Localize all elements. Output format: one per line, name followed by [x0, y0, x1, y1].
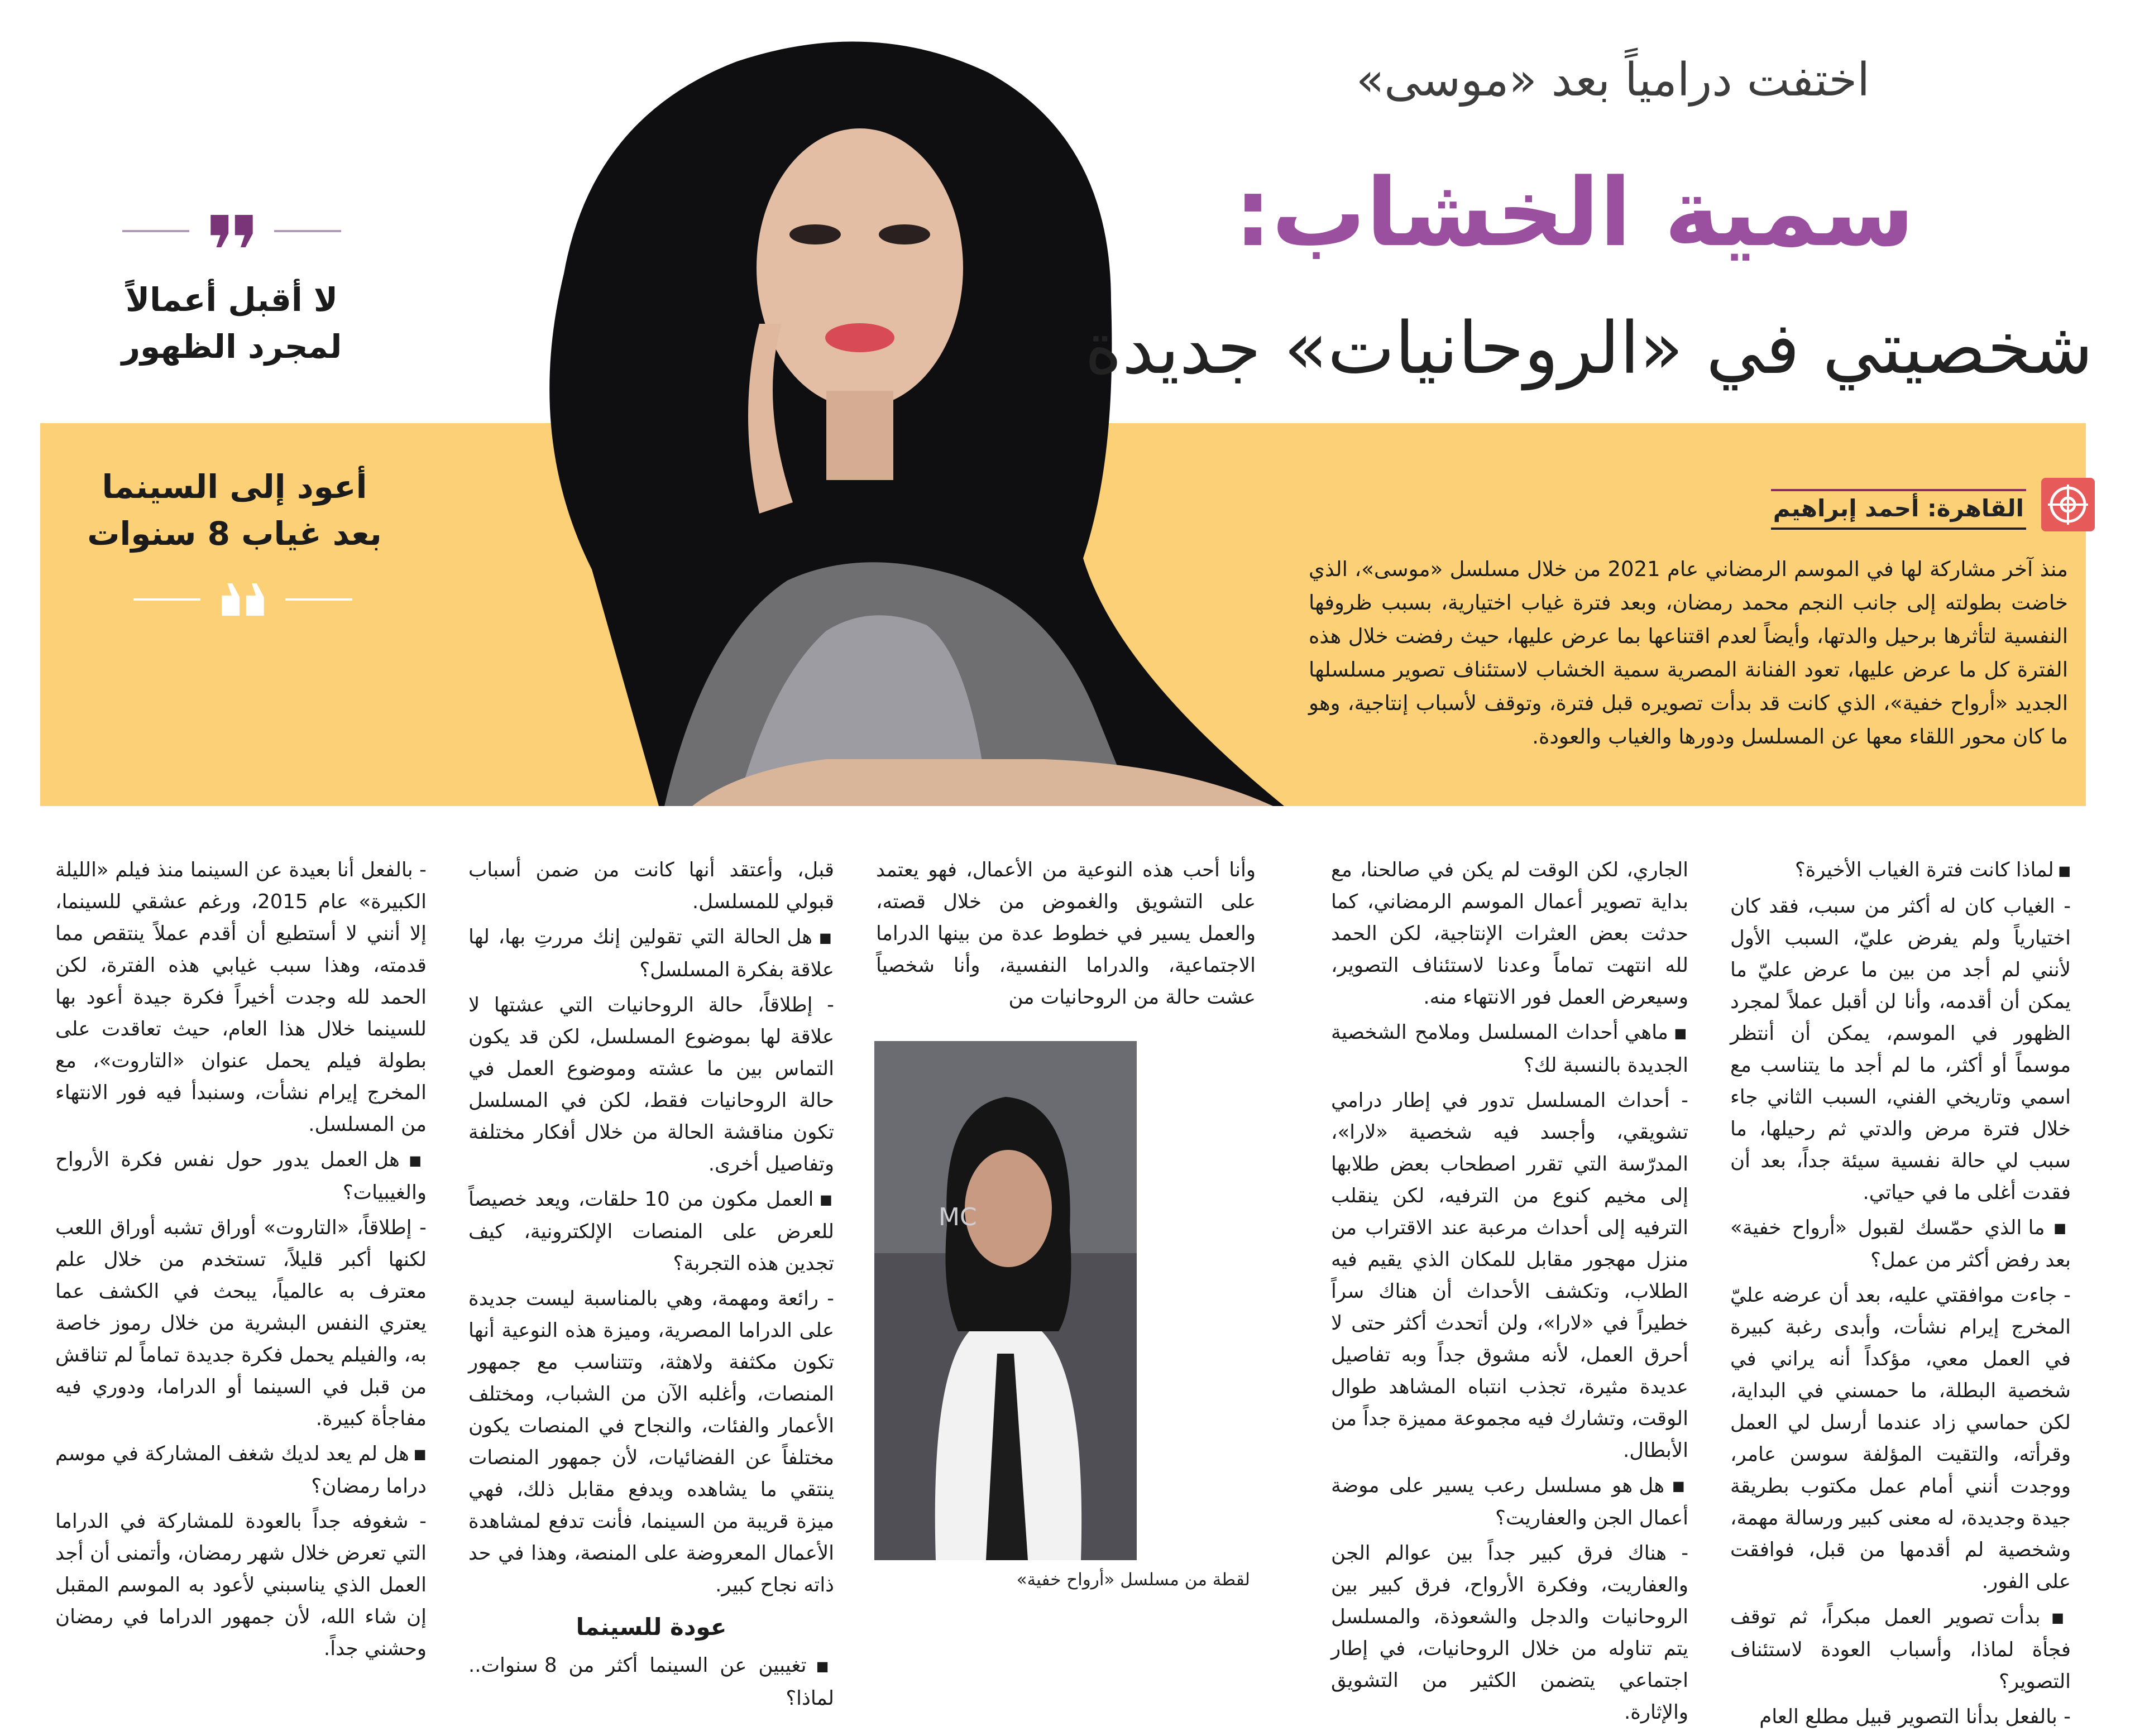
question: ■ لماذا كانت فترة الغياب الأخيرة؟ — [1730, 854, 2071, 887]
portrait-photo — [424, 11, 1295, 806]
question: ■ هل لم يعد لديك شغف المشاركة في موسم دراما رمضان؟ — [55, 1438, 427, 1503]
pullquote-top-text — [117, 276, 346, 370]
divider — [133, 598, 200, 601]
question: ■ بدأت تصوير العمل مبكراً، ثم توقف فجأة لماذا، وأسباب العودة لاستئناف التصوير؟ — [1730, 1601, 2071, 1697]
pullquote-band-line2: بعد غياب 8 سنوات — [87, 515, 382, 553]
svg-text:MC: MC — [939, 1203, 977, 1231]
pullquote-band-line1: أعود إلى السينما — [102, 468, 367, 506]
answer: - بالفعل أنا بعيدة عن السينما منذ فيلم «الليلة الكبيرة» عام 2015، ورغم عشقي للسينما، إلا أنني لا أستطيع أن أقدم عملاً ينتقص مما قدمته، وهذا سبب غيابي هذه الفترة، لكن الحمد لله وجدت أخيراً فكرة جيدة أعود بها للسينما خلال هذا العام، حيث تعاقدت على بطولة فيلم يحمل عنوان «التاروت»، مع المخرج إيرام نشأت، وسنبدأ فيه فور الانتهاء من المسلسل. — [55, 859, 427, 1136]
article-intro: منذ آخر مشاركة لها في الموسم الرمضاني عام 2021 من خلال مسلسل «موسى»، الذي خاضت بطولته إلى جانب النجم محمد رمضان، وبعد فترة غياب اختيارية، بسبب ظروفها النفسية لتأثرها برحيل والدتها، وأيضاً لعدم اقتناعها بما عرض عليها، حيث رفضت خلال هذه الفترة كل ما عرض عليها، تعود الفنانة المصرية سمية الخشاب لاستئناف تصوير مسلسلها الجديد «أرواح خفية»، الذي كانت قد بدأت تصويره قبل فترة، وتوقف لأسباب إنتاجية، وهو ما كان محور اللقاء معها عن المسلسل ودورها والغياب والعودة. — [1309, 557, 2069, 749]
divider — [285, 598, 352, 601]
question: ■ العمل مكون من 10 حلقات، ويعد خصيصاً للعرض على المنصات الإلكترونية، كيف تجدين هذه التجربة؟ — [468, 1183, 834, 1280]
pullquote-band-footer — [128, 583, 357, 616]
pullquote-top-line1: لا أقبل أعمالاً — [125, 281, 338, 319]
question: ■ ماهي أحداث المسلسل وملامح الشخصية الجديدة بالنسبة لك؟ — [1331, 1016, 1688, 1081]
article-column-1 — [1730, 854, 2071, 1736]
question: ■ هل العمل يدور حول نفس فكرة الأرواح والغيبيات؟ — [55, 1144, 427, 1209]
headline-name: سمية الخشاب: — [1234, 158, 1914, 267]
answer: - هناك فرق كبير جداً بين عوالم الجن والعفاريت، وفكرة الأرواح، فرق كبير بين الروحانيات والدجل والشعوذة، والمسلسل يتم تناوله من خلال الروحانيات، في إطار اجتماعي يتضمن الكثير من التشويق والإثارة. — [1331, 1542, 1688, 1724]
publication-logo-icon — [2041, 478, 2095, 531]
series-still-photo — [874, 1041, 1137, 1560]
answer: - إطلاقاً، حالة الروحانيات التي عشتها لا علاقة لها بموضوع المسلسل، لكن قد يكون التماس بين ما عشته وموضوع العمل في حالة الروحانيات فقط، لكن في المسلسل تكون مناقشة الحالة من خلال أفكار مختلفة وتفاصيل أخرى. — [468, 993, 834, 1176]
answer: - شغوفه جداً بالعودة للمشاركة في الدراما التي تعرض خلال شهر رمضان، وأتمنى أن أجد العمل الذي يناسبني لأعود به الموسم المقبل إن شاء الله، لأن جمهور الدراما في رمضان وحشني جداً. — [55, 1510, 427, 1660]
article-column-4 — [468, 854, 834, 1718]
answer: - أحداث المسلسل تدور في إطار درامي تشويقي، وأجسد فيه شخصية «لارا»، المدرّسة التي تقرر اصطحاب بعض طلابها إلى مخيم كنوع من الترفيه، لكن ينقلب الترفيه إلى أحداث مرعبة عند الاقتراب من منزل مهجور مقابل للمكان الذي يقيم فيه الطلاب، وتكشف الأحداث أن هناك سراً خطيراً في «لارا»، ولن أتحدث أكثر حتى لا أحرق العمل، لأنه مشوق جداً وبه تفاصيل عديدة مثيرة، تجذب انتباه المشاهد طوال الوقت، وتشارك فيه مجموعة مميزة جداً من الأبطال. — [1331, 1088, 1688, 1462]
question: ■ هل هو مسلسل رعب يسير على موضة أعمال الجن والعفاريت؟ — [1331, 1470, 1688, 1534]
byline: القاهرة: أحمد إبراهيم — [1771, 489, 2026, 530]
divider — [274, 230, 341, 232]
pullquote-top-line2: لمجرد الظهور — [121, 328, 342, 366]
answer: قبل، وأعتقد أنها كانت من ضمن أسباب قبولي للمسلسل. — [468, 859, 834, 913]
kicker: اختفت درامياً بعد «موسى» — [1356, 54, 1870, 107]
article-column-3 — [876, 854, 1256, 1016]
article-column-2 — [1331, 854, 1688, 1732]
divider — [122, 230, 189, 232]
answer: - الغياب كان له أكثر من سبب، فقد كان اختيارياً ولم يفرض عليّ، السبب الأول لأنني لم أجد من بين ما عرض عليّ ما يمكن أن أقدمه، وأنا لن أقبل عملاً لمجرد الظهور في الموسم، يمكن أن أنتظر موسماً أو أكثر، ما لم أجد ما يتناسب مع اسمي وتاريخي الفني، السبب الثاني جاء خلال فترة مرض والدتي ثم رحيلها، ما سبب لي حالة نفسية سيئة جداً، بعد أن فقدت أغلى ما في حياتي. — [1730, 894, 2071, 1204]
answer: وأنا أحب هذه النوعية من الأعمال، فهو يعتمد على التشويق والغموض من خلال قصته، والعمل يسير في خطوط عدة من بينها الدراما الاجتماعية، والدراما النفسية، وأنا شخصياً عشت حالة من الروحانيات من — [876, 859, 1256, 1009]
pullquote-top — [117, 215, 346, 247]
answer: الجاري، لكن الوقت لم يكن في صالحنا، مع بداية تصوير أعمال الموسم الرمضاني، كما حدثت بعض العثرات الإنتاجية، لكن الحمد لله انتهت تماماً وعدنا لاستئناف التصوير، وسيعرض العمل فور الانتهاء منه. — [1331, 859, 1688, 1009]
answer: - بالفعل بدأنا التصوير قبيل مطلع العام — [1759, 1705, 2071, 1728]
article-column-5 — [55, 854, 427, 1668]
photo-caption: لقطة من مسلسل «أرواح خفية» — [1016, 1570, 1250, 1590]
question: ■ تغيبين عن السينما أكثر من 8 سنوات.. لماذا؟ — [468, 1649, 834, 1714]
answer: - جاءت موافقتي عليه، بعد أن عرضه عليّ المخرج إيرام نشأت، وأبدى رغبة كبيرة في العمل معي، مؤكداً أنه يراني في شخصية البطلة، ما حمسني في البداية، لكن حماسي زاد عندما أرسل لي العمل وقرأته، والتقيت المؤلفة سوسن عامر، ووجدت أنني أمام عمل مكتوب بطريقة جيدة وجديدة، له معنى كبير ورسالة مهمة، وشخصية لم أقدمها من قبل، فوافقت على الفور. — [1730, 1284, 2071, 1593]
question: ■ هل الحالة التي تقولين إنك مررتِ بها، لها علاقة بفكرة المسلسل؟ — [468, 921, 834, 986]
quote-mark-icon — [209, 583, 276, 616]
quote-mark-icon — [198, 215, 265, 247]
pullquote-band-text — [78, 463, 391, 557]
section-heading: عودة للسينما — [576, 1613, 727, 1641]
answer: - إطلاقاً، «التاروت» أوراق تشبه أوراق اللعب لكنها أكبر قليلاً، تستخدم من خلال علم معترف به عالمياً، يبحث في الكشف عما يعتري النفس البشرية من خلال رموز خاصة به، والفيلم يحمل فكرة جديدة تماماً لم تناقش من قبل في السينما أو الدراما، ودوري فيه مفاجأة كبيرة. — [55, 1216, 427, 1430]
headline-subtitle: شخصيتي في «الروحانيات» جديدة — [1084, 307, 2093, 390]
answer: - رائعة ومهمة، وهي بالمناسبة ليست جديدة على الدراما المصرية، وميزة هذه النوعية أنها تكون مكثفة ولاهثة، وتتناسب مع جمهور المنصات، وأغلبه الآن من الشباب، ومختلف الأعمار والفئات، والنجاح في المنصات يكون مختلفاً عن الفضائيات، لأن جمهور المنصات ينتقي ما يشاهده ويدفع مقابل ذلك، فهي ميزة قريبة من السينما، فأنت تدفع لمشاهدة الأعمال المعروضة على المنصة، وهذا في حد ذاته نجاح كبير. — [468, 1287, 834, 1596]
question: ■ ما الذي حمّسك لقبول «أرواح خفية» بعد رفض أكثر من عمل؟ — [1730, 1212, 2071, 1277]
